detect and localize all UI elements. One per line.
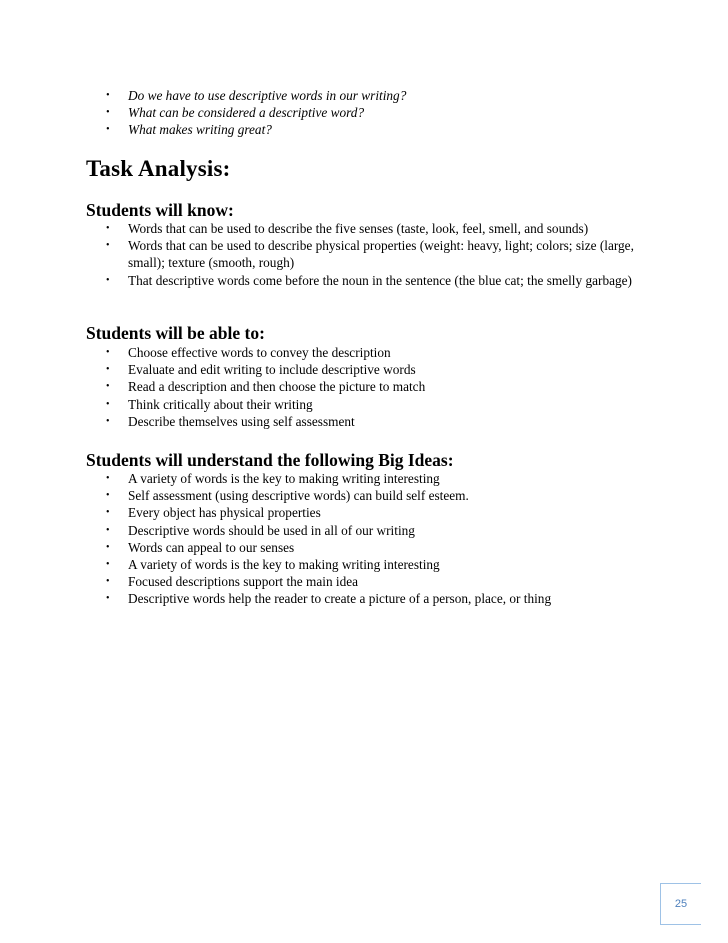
students-know-list <box>86 220 648 289</box>
bullet-icon: • <box>106 559 110 571</box>
list-item <box>86 556 648 573</box>
list-item <box>86 104 648 121</box>
list-item <box>86 220 648 237</box>
list-item-text: Choose effective words to convey the description <box>128 345 391 360</box>
bullet-icon: • <box>106 398 110 410</box>
question-list <box>86 87 648 139</box>
list-item-text: Self assessment (using descriptive words) can build self esteem. <box>128 488 469 504</box>
bullet-icon: • <box>106 274 110 286</box>
bullet-icon: • <box>106 593 110 605</box>
bullet-icon: • <box>106 507 110 519</box>
big-ideas-list <box>86 470 648 608</box>
students-able-list <box>86 344 648 430</box>
list-item <box>86 396 648 413</box>
bullet-icon: • <box>106 90 110 101</box>
list-item-text: Evaluate and edit writing to include descriptive words <box>128 362 416 378</box>
list-item <box>86 272 648 289</box>
bullet-icon: • <box>106 541 110 553</box>
list-item <box>86 590 648 607</box>
students-know-heading: Students will know: <box>86 200 234 220</box>
list-item <box>86 361 648 378</box>
list-item <box>86 413 648 430</box>
list-item <box>86 504 648 521</box>
list-item-text: That descriptive words come before the noun in the sentence (the blue cat; the smelly garbage) <box>128 272 632 288</box>
list-item <box>86 87 648 104</box>
bullet-icon: • <box>106 473 110 484</box>
list-item-text: Describe themselves using self assessment <box>128 413 355 429</box>
list-item-text: A variety of words is the key to making writing interesting <box>128 557 440 573</box>
bullet-icon: • <box>106 364 110 376</box>
students-able-heading: Students will be able to: <box>86 323 265 343</box>
question-text: Do we have to use descriptive words in our writing? <box>128 88 407 103</box>
list-item <box>86 539 648 556</box>
list-item-text: A variety of words is the key to making writing interesting <box>128 471 440 486</box>
list-item <box>86 573 648 590</box>
page-number-box <box>660 883 701 925</box>
bullet-icon: • <box>106 415 110 427</box>
list-item-text: Read a description and then choose the picture to match <box>128 379 426 395</box>
list-item-text: Focused descriptions support the main idea <box>128 574 359 590</box>
list-item <box>86 522 648 539</box>
bullet-icon: • <box>106 381 110 393</box>
list-item <box>86 378 648 395</box>
list-item-text: Think critically about their writing <box>128 396 313 412</box>
list-item-text: Descriptive words should be used in all of our writing <box>128 522 415 538</box>
list-item <box>86 470 648 487</box>
question-text: What makes writing great? <box>128 122 272 138</box>
bullet-icon: • <box>106 524 110 536</box>
list-item <box>86 121 648 138</box>
list-item <box>86 487 648 504</box>
big-ideas-heading: Students will understand the following Big Ideas: <box>86 450 454 470</box>
bullet-icon: • <box>106 347 110 358</box>
list-item-text: Descriptive words help the reader to create a picture of a person, place, or thing <box>128 591 552 607</box>
bullet-icon: • <box>106 124 110 136</box>
list-item <box>86 344 648 361</box>
page-number: 25 <box>674 898 688 910</box>
list-item <box>86 237 648 271</box>
list-item-text: Words that can be used to describe the five senses (taste, look, feel, smell, and sounds) <box>128 221 589 236</box>
bullet-icon: • <box>106 490 110 502</box>
question-text: What can be considered a descriptive word? <box>128 105 365 121</box>
bullet-icon: • <box>106 107 110 119</box>
task-analysis-heading: Task Analysis: <box>86 156 231 181</box>
list-item-text: Words can appeal to our senses <box>128 539 295 555</box>
bullet-icon: • <box>106 223 110 234</box>
list-item-text: Words that can be used to describe physical properties (weight: heavy, light; colors; size (large, small); texture (smooth, rough) <box>128 238 634 271</box>
list-item-text: Every object has physical properties <box>128 505 321 521</box>
bullet-icon: • <box>106 576 110 588</box>
bullet-icon: • <box>106 240 110 252</box>
